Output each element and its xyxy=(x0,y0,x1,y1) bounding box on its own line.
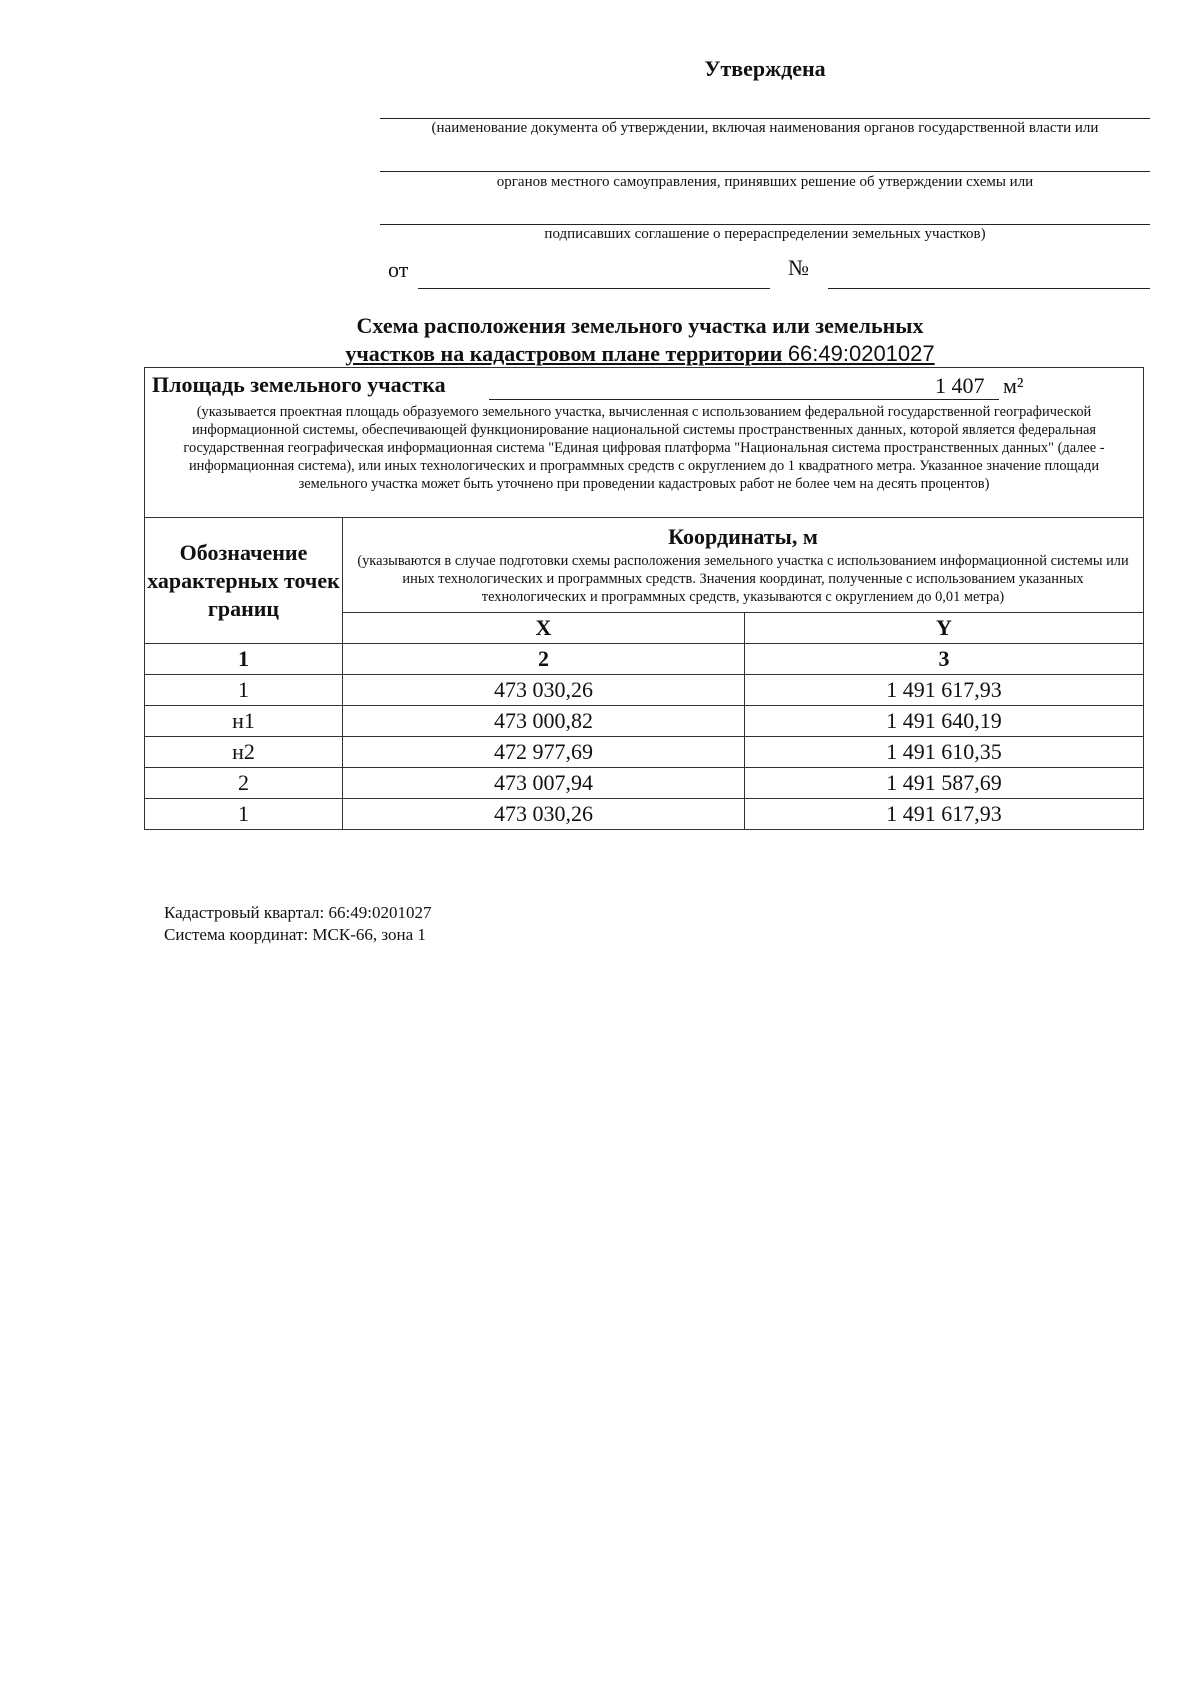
point-y: 1 491 587,69 xyxy=(745,768,1144,799)
column-index-3: 3 xyxy=(745,644,1144,675)
table-row xyxy=(145,799,1144,830)
number-field-line xyxy=(828,288,1150,289)
cadastral-quarter: Кадастровый квартал: 66:49:0201027 xyxy=(164,903,432,922)
coordinates-table xyxy=(144,367,1144,830)
scheme-title xyxy=(140,312,1140,368)
scheme-title-prefix: участков на кадастровом плане территории xyxy=(345,341,788,366)
approval-caption-2: органов местного самоуправления, принявших решение об утверждении схемы или xyxy=(496,174,1034,190)
table-row xyxy=(145,768,1144,799)
coordinates-header xyxy=(343,518,1144,613)
point-x: 472 977,69 xyxy=(343,737,745,768)
point-x: 473 030,26 xyxy=(343,675,745,706)
area-row xyxy=(145,368,1144,518)
date-field-line xyxy=(418,288,770,289)
coordinates-title: Координаты, м xyxy=(668,524,818,549)
area-value-line xyxy=(489,399,999,400)
point-designation: 2 xyxy=(145,768,343,799)
area-unit: м² xyxy=(1003,373,1024,398)
area-value: 1 407 xyxy=(935,373,985,398)
point-x: 473 007,94 xyxy=(343,768,745,799)
point-x: 473 030,26 xyxy=(343,799,745,830)
point-y: 1 491 617,93 xyxy=(745,675,1144,706)
point-y: 1 491 610,35 xyxy=(745,737,1144,768)
column-index-2: 2 xyxy=(343,644,745,675)
date-label: от xyxy=(388,257,409,282)
y-header: Y xyxy=(745,612,1144,643)
approval-document-line-3 xyxy=(380,224,1150,225)
area-cell xyxy=(145,368,1144,518)
x-header: X xyxy=(343,612,745,643)
table-row xyxy=(145,706,1144,737)
point-y: 1 491 617,93 xyxy=(745,799,1144,830)
coords-header-row xyxy=(145,518,1144,613)
column-index-row xyxy=(145,644,1144,675)
coordinate-system: Система координат: МСК-66, зона 1 xyxy=(164,925,426,944)
scheme-title-line-1: Схема расположения земельного участка или земельных xyxy=(356,313,924,338)
designation-header: Обозначение характерных точек границ xyxy=(145,518,343,644)
point-designation: 1 xyxy=(145,675,343,706)
approval-caption-3: подписавших соглашение о перераспределении земельных участков) xyxy=(544,226,986,242)
cadastral-number: 66:49:0201027 xyxy=(787,341,935,366)
area-note: (указывается проектная площадь образуемого земельного участка, вычисленная с использованием федеральной государственной географической информационной системы, обеспечивающей функционирование национальной системы пространственных данных, которой является федеральная государственная географическая информационная система "Единая цифровая платформа "Национальная система пространственных данных" (далее - информационная система), или иных технологических и программных средств с округлением до 1 квадратного метра. Указанное значение площади земельного участка может быть уточнено при проведении кадастровых работ не более чем на десять процентов) xyxy=(183,404,1105,492)
point-designation: н2 xyxy=(145,737,343,768)
approval-document-line-1 xyxy=(380,118,1150,119)
footer-info xyxy=(164,902,431,946)
approved-heading: Утверждена xyxy=(704,56,826,81)
point-y: 1 491 640,19 xyxy=(745,706,1144,737)
point-x: 473 000,82 xyxy=(343,706,745,737)
number-label: № xyxy=(788,255,809,280)
area-label: Площадь земельного участка xyxy=(152,372,446,397)
table-row xyxy=(145,675,1144,706)
approval-caption-1: (наименование документа об утверждении, включая наименования органов государственной власти или xyxy=(431,120,1099,136)
coordinates-note: (указываются в случае подготовки схемы расположения земельного участка с использованием информационной системы или иных технологических и программных средств. Значения координат, полученные с использованием указанных технологических и программных средств, указываются с округлением до 0,01 метра) xyxy=(357,553,1129,605)
scheme-title-line-2 xyxy=(140,340,1140,368)
approval-document-line-2 xyxy=(380,171,1150,172)
point-designation: н1 xyxy=(145,706,343,737)
table-row xyxy=(145,737,1144,768)
point-designation: 1 xyxy=(145,799,343,830)
column-index-1: 1 xyxy=(145,644,343,675)
